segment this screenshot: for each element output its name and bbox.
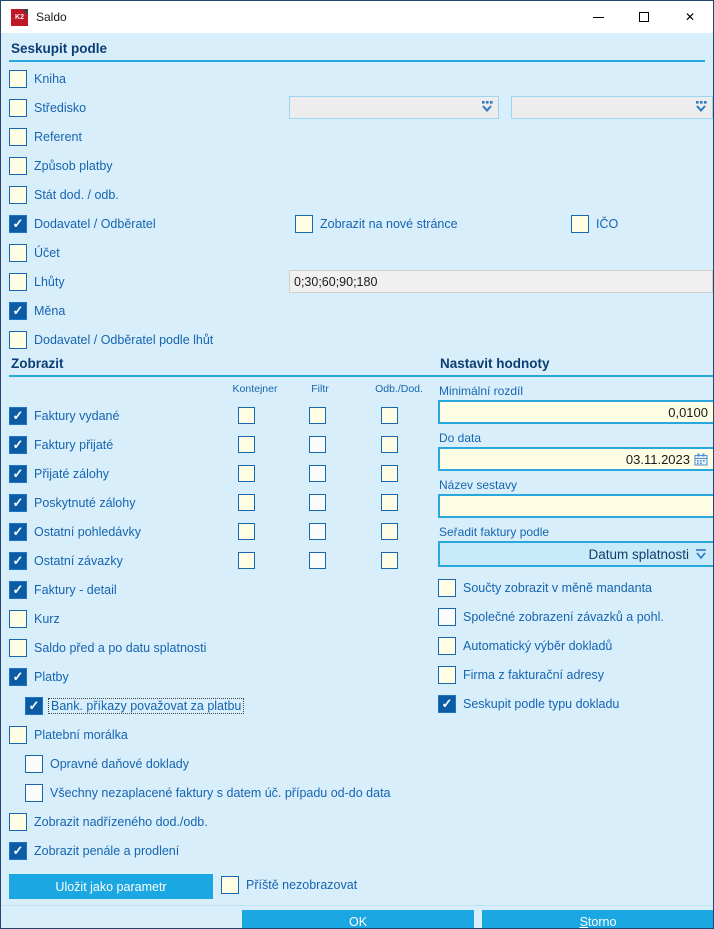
checkbox-kurz[interactable] (9, 610, 27, 628)
app-icon-text: K2 (15, 13, 24, 21)
sort-by-dropdown[interactable] (438, 541, 714, 567)
checkbox-label: Faktury přijaté (34, 437, 114, 452)
zobrazit-row (9, 401, 439, 430)
checkbox-label: Společné zobrazení závazků a pohl. (463, 609, 664, 624)
show-new-page-group (295, 215, 458, 233)
checkbox-label: Měna (34, 303, 66, 318)
to-date-input[interactable] (438, 447, 714, 471)
title-bar (1, 1, 713, 33)
lower-zone (9, 354, 708, 865)
column-header-filtr: Filtr (311, 383, 329, 395)
checkbox-label: Poskytnuté zálohy (34, 495, 136, 510)
checkbox-bank-prikazy[interactable] (25, 697, 43, 715)
checkbox-saldo-pred-po[interactable] (9, 639, 27, 657)
group-by-rows (9, 64, 705, 354)
checkbox-label: Platební morálka (34, 727, 128, 742)
zobrazit-row (9, 459, 439, 488)
values-options (438, 573, 714, 718)
checkbox-seskupit-typ-dokladu[interactable] (438, 695, 456, 713)
zobrazit-row (9, 836, 439, 865)
zobrazit-row (9, 749, 439, 778)
lhuty-value: 0;30;60;90;180 (294, 274, 378, 289)
checkbox-label: Firma z fakturační adresy (463, 667, 605, 682)
dont-show-group (221, 876, 357, 894)
checkbox-label: Lhůty (34, 274, 65, 289)
values-option-row (438, 689, 714, 718)
checkbox-soucty-mandant[interactable] (438, 579, 456, 597)
checkbox-platby[interactable] (9, 668, 27, 686)
checkbox-label: Referent (34, 129, 82, 144)
checkbox-label: Stát dod. / odb. (34, 187, 119, 202)
calendar-icon[interactable] (694, 453, 708, 466)
app-icon (11, 9, 28, 26)
report-name-input[interactable] (438, 494, 714, 518)
checkbox-mena[interactable] (9, 302, 27, 320)
storno-accelerator: S (579, 914, 588, 929)
checkbox-label: Platby (34, 669, 69, 684)
checkbox-ucet[interactable] (9, 244, 27, 262)
checkbox-filtr[interactable] (309, 552, 326, 569)
checkbox-ostatni-zavazky[interactable] (9, 552, 27, 570)
checkbox-label: Automatický výběr dokladů (463, 638, 613, 653)
zobrazit-column-headers (9, 377, 439, 401)
section-header-zobrazit: Zobrazit (9, 354, 439, 377)
maximize-icon (639, 12, 649, 22)
checkbox-kontejner[interactable] (238, 436, 255, 453)
minimize-button[interactable] (575, 1, 621, 33)
zobrazit-row (9, 778, 439, 807)
values-option-row (438, 660, 714, 689)
group-row-kniha (9, 64, 705, 93)
checkbox-prijate-zalohy[interactable] (9, 465, 27, 483)
zobrazit-row (9, 720, 439, 749)
checkbox-label: Způsob platby (34, 158, 113, 173)
checkbox-ostatni-pohledavky[interactable] (9, 523, 27, 541)
checkbox-faktury-prijate[interactable] (9, 436, 27, 454)
checkbox-label: Ostatní závazky (34, 553, 123, 568)
checkbox-ico[interactable] (571, 215, 589, 233)
checkbox-odb-dod[interactable] (381, 523, 398, 540)
values-option-row (438, 573, 714, 602)
column-header-odb-dod: Odb./Dod. (375, 383, 423, 395)
group-row-dodavatel-lhuty (9, 325, 705, 354)
min-diff-input[interactable] (438, 400, 714, 424)
checkbox-label: Účet (34, 245, 60, 260)
checkbox-label: Kurz (34, 611, 60, 626)
group-row-zpusob-platby (9, 151, 705, 180)
checkbox-kontejner[interactable] (238, 407, 255, 424)
zobrazit-row (9, 517, 439, 546)
checkbox-label: Všechny nezaplacené faktury s datem úč. případu od-do data (50, 785, 391, 800)
checkbox-label: Zobrazit nadřízeného dod./odb. (34, 814, 208, 829)
zobrazit-section (9, 354, 439, 865)
checkbox-label: Zobrazit na nové stránce (320, 216, 458, 231)
zobrazit-row (9, 546, 439, 575)
checkbox-faktury-vydane[interactable] (9, 407, 27, 425)
checkbox-platebni-moralka[interactable] (9, 726, 27, 744)
storno-button[interactable] (482, 910, 714, 929)
zobrazit-row (9, 633, 439, 662)
checkbox-kontejner[interactable] (238, 523, 255, 540)
save-as-parameter-button[interactable]: Uložit jako parametr (9, 874, 213, 899)
section-header-group-by: Seskupit podle (9, 39, 705, 62)
checkbox-label: Faktury vydané (34, 408, 120, 423)
checkbox-filtr[interactable] (309, 436, 326, 453)
checkbox-label: Opravné daňové doklady (50, 756, 189, 771)
window-title: Saldo (36, 10, 67, 24)
column-header-kontejner: Kontejner (232, 383, 278, 395)
checkbox-label: Ostatní pohledávky (34, 524, 142, 539)
values-option-row (438, 631, 714, 660)
checkbox-stat-dod-odb[interactable] (9, 186, 27, 204)
stredisko-combo-2[interactable] (511, 96, 713, 119)
group-row-stredisko (9, 93, 705, 122)
group-row-stat (9, 180, 705, 209)
report-name-label: Název sestavy (439, 478, 518, 492)
checkbox-vsechny-nezaplacene[interactable] (25, 784, 43, 802)
checkbox-opravne-danove[interactable] (25, 755, 43, 773)
footer-params (9, 874, 705, 899)
min-diff-label: Minimální rozdíl (439, 384, 524, 398)
group-row-ucet (9, 238, 705, 267)
checkbox-filtr[interactable] (309, 523, 326, 540)
checkbox-odb-dod[interactable] (381, 436, 398, 453)
checkbox-label: Faktury - detail (34, 582, 117, 597)
sort-by-value: Datum splatnosti (588, 546, 689, 562)
checkbox-label: Dodavatel / Odběratel podle lhůt (34, 332, 214, 347)
group-row-referent (9, 122, 705, 151)
group-row-mena (9, 296, 705, 325)
ico-group (571, 215, 618, 233)
minimize-icon (593, 17, 604, 18)
checkbox-label: Zobrazit penále a prodlení (34, 843, 180, 858)
min-diff-value: 0,0100 (668, 404, 708, 420)
checkbox-kontejner[interactable] (238, 552, 255, 569)
group-row-lhuty (9, 267, 705, 296)
zobrazit-row (9, 488, 439, 517)
checkbox-poskytnute-zalohy[interactable] (9, 494, 27, 512)
zobrazit-row (9, 430, 439, 459)
checkbox-odb-dod[interactable] (381, 552, 398, 569)
close-button[interactable] (667, 1, 713, 33)
checkbox-dodavatel-odberatel[interactable] (9, 215, 27, 233)
maximize-button[interactable] (621, 1, 667, 33)
checkbox-automaticky-vyber[interactable] (438, 637, 456, 655)
checkbox-odb-dod[interactable] (381, 494, 398, 511)
checkbox-filtr[interactable] (309, 494, 326, 511)
checkbox-lhuty[interactable] (9, 273, 27, 291)
close-icon (685, 8, 695, 26)
zobrazit-row (9, 662, 439, 691)
checkbox-label: Bank. příkazy považovat za platbu (48, 698, 244, 714)
checkbox-odb-dod[interactable] (381, 465, 398, 482)
checkbox-faktury-detail[interactable] (9, 581, 27, 599)
checkbox-dont-show-again[interactable] (221, 876, 239, 894)
checkbox-label: Součty zobrazit v měně mandanta (463, 580, 652, 595)
checkbox-zpusob-platby[interactable] (9, 157, 27, 175)
checkbox-filtr[interactable] (309, 407, 326, 424)
sort-by-label: Seřadit faktury podle (439, 525, 550, 539)
checkbox-label: Dodavatel / Odběratel (34, 216, 156, 231)
checkbox-label: Seskupit podle typu dokladu (463, 696, 620, 711)
checkbox-label: Přijaté zálohy (34, 466, 110, 481)
checkbox-kontejner[interactable] (238, 494, 255, 511)
zobrazit-row (9, 604, 439, 633)
zobrazit-row (9, 807, 439, 836)
checkbox-label: Saldo před a po datu splatnosti (34, 640, 207, 655)
checkbox-referent[interactable] (9, 128, 27, 146)
dropdown-ellipsis-icon (693, 101, 709, 114)
checkbox-filtr[interactable] (309, 465, 326, 482)
dialog-body (1, 33, 713, 929)
zobrazit-row (9, 575, 439, 604)
checkbox-label: Kniha (34, 71, 66, 86)
checkbox-odb-dod[interactable] (381, 407, 398, 424)
zobrazit-row (9, 691, 439, 720)
dropdown-ellipsis-icon (479, 101, 495, 114)
to-date-label: Do data (439, 431, 482, 445)
checkbox-kniha[interactable] (9, 70, 27, 88)
checkbox-dodavatel-podle-lhut[interactable] (9, 331, 27, 349)
checkbox-spolecne-zobrazeni[interactable] (438, 608, 456, 626)
checkbox-label: Středisko (34, 100, 87, 115)
stredisko-combo-1[interactable] (289, 96, 499, 119)
checkbox-zobrazit-nadrizeneho[interactable] (9, 813, 27, 831)
storno-label-rest: torno (587, 914, 617, 929)
checkbox-stredisko[interactable] (9, 99, 27, 117)
ok-button[interactable]: OK (242, 910, 474, 929)
chevron-down-icon (694, 548, 708, 560)
values-section (438, 354, 714, 718)
footer-actions (1, 905, 713, 929)
checkbox-firma-fakturacni[interactable] (438, 666, 456, 684)
lhuty-input[interactable] (289, 270, 713, 293)
checkbox-show-new-page[interactable] (295, 215, 313, 233)
section-header-values: Nastavit hodnoty (438, 354, 714, 377)
values-option-row (438, 602, 714, 631)
group-row-dodavatel (9, 209, 705, 238)
checkbox-label: Příště nezobrazovat (246, 878, 358, 892)
checkbox-kontejner[interactable] (238, 465, 255, 482)
to-date-value: 03.11.2023 (625, 451, 690, 467)
checkbox-label: IČO (596, 216, 619, 231)
checkbox-zobrazit-penale[interactable] (9, 842, 27, 860)
